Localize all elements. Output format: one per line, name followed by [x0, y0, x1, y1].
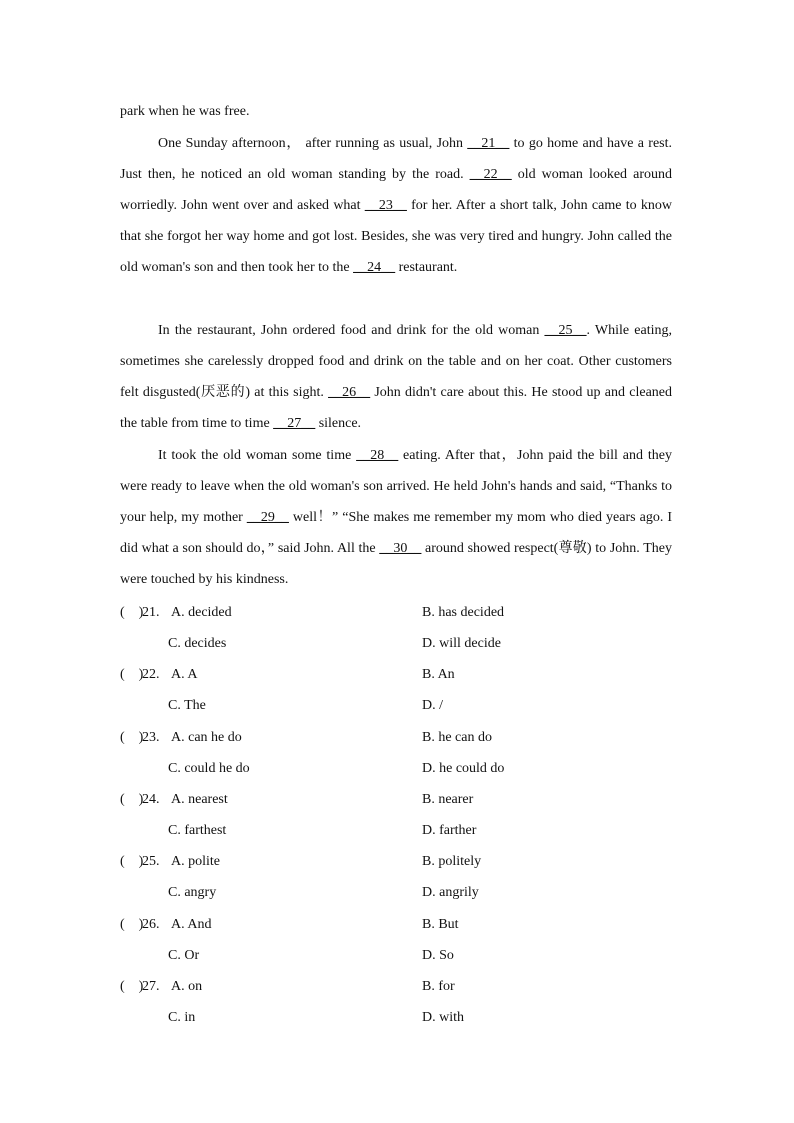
passage-text: silence.: [315, 416, 362, 432]
option-b[interactable]: B. nearer: [422, 791, 474, 807]
option-c[interactable]: C. The: [168, 698, 206, 714]
answer-blank: __21__: [467, 136, 510, 151]
passage-text: to go home and have a rest. Just then, he noticed an old woman standing by the road.: [120, 136, 672, 183]
question-item: [120, 784, 680, 846]
answer-bracket[interactable]: ( ): [120, 729, 144, 745]
option-d[interactable]: D. will decide: [422, 636, 501, 651]
option-a[interactable]: A. nearest: [171, 791, 228, 807]
passage-paragraph-0: [120, 96, 672, 127]
option-c[interactable]: C. Or: [168, 947, 200, 963]
passage-text: park when he was free.: [120, 104, 250, 119]
question-number: 23.: [142, 729, 160, 745]
passage-paragraph-2: [120, 315, 672, 439]
option-b[interactable]: B. for: [422, 978, 455, 994]
passage-text: old woman looked around worriedly. John went over and asked what: [120, 167, 672, 214]
option-d[interactable]: D. /: [422, 698, 443, 714]
option-a[interactable]: A. on: [171, 978, 203, 994]
answer-bracket[interactable]: ( ): [120, 916, 144, 932]
question-item: [120, 846, 680, 908]
answer-blank: __28__: [356, 448, 399, 463]
answer-bracket[interactable]: ( ): [120, 605, 144, 620]
passage-text: restaurant.: [395, 260, 458, 276]
option-c[interactable]: C. farthest: [168, 822, 227, 838]
question-item: [120, 971, 680, 1033]
answer-blank: __26__: [328, 385, 371, 401]
passage-text: One Sunday afternoon， after running as usual, John: [158, 136, 468, 151]
option-c[interactable]: C. angry: [168, 885, 217, 901]
answer-blank: __30__: [379, 541, 422, 557]
answer-bracket[interactable]: ( ): [120, 854, 144, 870]
answer-blank: __23__: [364, 198, 407, 214]
answer-blank: __29__: [246, 510, 289, 526]
option-d[interactable]: D. with: [422, 1009, 464, 1025]
option-d[interactable]: D. So: [422, 947, 454, 963]
question-number: 25.: [142, 854, 160, 870]
passage-text: In the restaurant, John ordered food and drink for the old woman: [158, 323, 545, 338]
answer-blank: __25__: [544, 323, 587, 338]
passage-text: . While eating, sometimes she carelessly dropped food and drink on the table and on her coat. Other customers felt disgusted(厌恶的) at this sight.: [120, 323, 672, 401]
question-item: [120, 597, 680, 659]
option-b[interactable]: B. An: [422, 667, 455, 683]
passage-text: well！” “She makes me remember my mom who died years ago. I did what a son should do，” said John. All the: [120, 510, 672, 557]
answer-bracket[interactable]: ( ): [120, 667, 144, 683]
passage-text: eating. After that，John paid the bill and they were ready to leave when the old woman's son arrived. He held John's hands and said, “Thanks to your help, my mother: [120, 448, 672, 526]
question-number: 22.: [142, 667, 160, 683]
answer-blank: __24__: [353, 260, 396, 276]
option-a[interactable]: A. decided: [171, 605, 232, 620]
question-item: [120, 659, 680, 721]
question-number: 24.: [142, 791, 160, 807]
answer-blank: __22__: [469, 167, 512, 183]
question-item: [120, 722, 680, 784]
option-d[interactable]: D. he could do: [422, 760, 505, 776]
option-b[interactable]: B. he can do: [422, 729, 492, 745]
question-number: 21.: [142, 605, 160, 620]
answer-blank: __27__: [273, 416, 316, 432]
option-a[interactable]: A. polite: [171, 854, 220, 870]
question-number: 26.: [142, 916, 160, 932]
option-a[interactable]: A. A: [171, 667, 198, 683]
answer-bracket[interactable]: ( ): [120, 791, 144, 807]
option-c[interactable]: C. in: [168, 1009, 196, 1025]
question-item: [120, 909, 680, 971]
passage-text: for her. After a short talk, John came to know that she forgot her way home and got lost. Besides, she was very tired and hungry. John called the old woman's son and then took her to the: [120, 198, 672, 276]
option-a[interactable]: A. And: [171, 916, 212, 932]
option-c[interactable]: C. decides: [168, 636, 227, 651]
passage-paragraph-1: [120, 128, 672, 283]
option-b[interactable]: B. But: [422, 916, 459, 932]
option-d[interactable]: D. farther: [422, 822, 477, 838]
passage-text: around showed respect(尊敬) to John. They were touched by his kindness.: [120, 541, 673, 588]
passage-text: It took the old woman some time: [158, 448, 357, 463]
passage-text: John didn't care about this. He stood up and cleaned the table from time to time: [120, 385, 672, 432]
passage-paragraph-3: [120, 440, 672, 595]
question-number: 27.: [142, 978, 160, 994]
option-a[interactable]: A. can he do: [171, 729, 242, 745]
option-c[interactable]: C. could he do: [168, 760, 250, 776]
answer-bracket[interactable]: ( ): [120, 978, 144, 994]
option-d[interactable]: D. angrily: [422, 885, 479, 901]
option-b[interactable]: B. has decided: [422, 605, 505, 620]
option-b[interactable]: B. politely: [422, 854, 482, 870]
